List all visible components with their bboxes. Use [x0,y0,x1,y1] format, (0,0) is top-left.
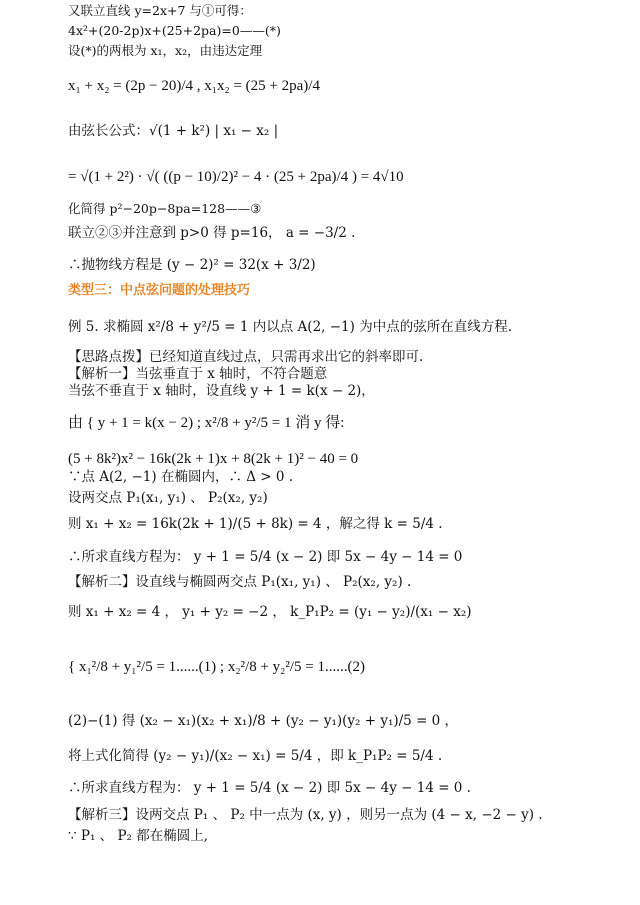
text-line: ∵点 A(2, −1) 在椭圆内，∴ Δ > 0 . [68,469,294,485]
equation-line: (5 + 8k²)x² − 16k(2k + 1)x + 8(2k + 1)² − 40 = 0 [68,451,359,467]
text-line: 当弦不垂直于 x 轴时，设直线 y + 1 = k(x − 2)， [68,383,375,399]
text-line: 【解析一】当弦垂直于 x 轴时，不符合题意 [68,366,328,382]
text-line: ∴抛物线方程是 (y − 2)² = 32(x + 3/2) [68,257,316,273]
equation-line: = √(1 + 2²) · √( ((p − 10)/2)² − 4 · (25 + 2pa)/4 ) = 4√10 [68,169,404,185]
text-line: 由弦长公式：√(1 + k²) | x₁ − x₂ | [68,123,279,139]
text-line: 设(*)的两根为 x₁，x₂，由违达定理 [68,43,263,58]
text-line: ∴所求直线方程为： y + 1 = 5/4 (x − 2) 即 5x − 4y − 14 = 0 . [68,780,471,796]
text-line: 4x²+(20-2p)x+(25+2pa)=0——(*) [68,23,281,38]
text-line: (2)−(1) 得 (x₂ − x₁)(x₂ + x₁)/8 + (y₂ − y₁)(y₂ + y₁)/5 = 0 ， [68,713,459,729]
section-heading: 类型三：中点弦问题的处理技巧 [68,283,251,298]
equation-line: x₁ + x₂ = (2p − 20)/4 , x₁x₂ = (25 + 2pa)/4 [68,78,320,94]
example-title: 例 5. 求椭圆 x²/8 + y²/5 = 1 内以点 A(2, −1) 为中点的弦所在直线方程. [68,319,512,335]
text-line: 【思路点拨】已经知道直线过点，只需再求出它的斜率即可. [68,349,424,365]
text-line: 联立②③并注意到 p>0 得 p=16， a = −3/2 . [68,225,356,241]
text-line: 设两交点 P₁(x₁, y₁) 、 P₂(x₂, y₂) [68,490,268,506]
equation-line: 由 { y + 1 = k(x − 2) ; x²/8 + y²/5 = 1 消 y 得: [68,415,345,431]
text-line: 则 x₁ + x₂ = 16k(2k + 1)/(5 + 8k) = 4 ，解之得 k = 5/4 . [68,516,443,532]
text-line: 又联立直线 y=2x+7 与①可得： [68,3,252,18]
text-line: ∵ P₁ 、 P₂ 都在椭圆上, [68,828,209,844]
text-line: 【解析三】设两交点 P₁ 、 P₂ 中一点为 (x, y) ，则另一点为 (4 − x, −2 − y) . [68,807,543,823]
text-line: 则 x₁ + x₂ = 4 ， y₁ + y₂ = −2 ， k_P₁P₂ = (y₁ − y₂)/(x₁ − x₂) [68,604,472,620]
text-line: 将上式化简得 (y₂ − y₁)/(x₂ − x₁) = 5/4 ，即 k_P₁P₂ = 5/4 . [68,748,443,764]
text-line: ∴所求直线方程为： y + 1 = 5/4 (x − 2) 即 5x − 4y − 14 = 0 [68,549,463,565]
text-line: 化简得 p²−20p−8pa=128——③ [68,201,262,216]
equation-line: { x₁²/8 + y₁²/5 = 1......(1) ; x₂²/8 + y₂²/5 = 1......(2) [68,659,366,675]
text-line: 【解析二】设直线与椭圆两交点 P₁(x₁, y₁) 、 P₂(x₂, y₂) . [68,574,412,590]
